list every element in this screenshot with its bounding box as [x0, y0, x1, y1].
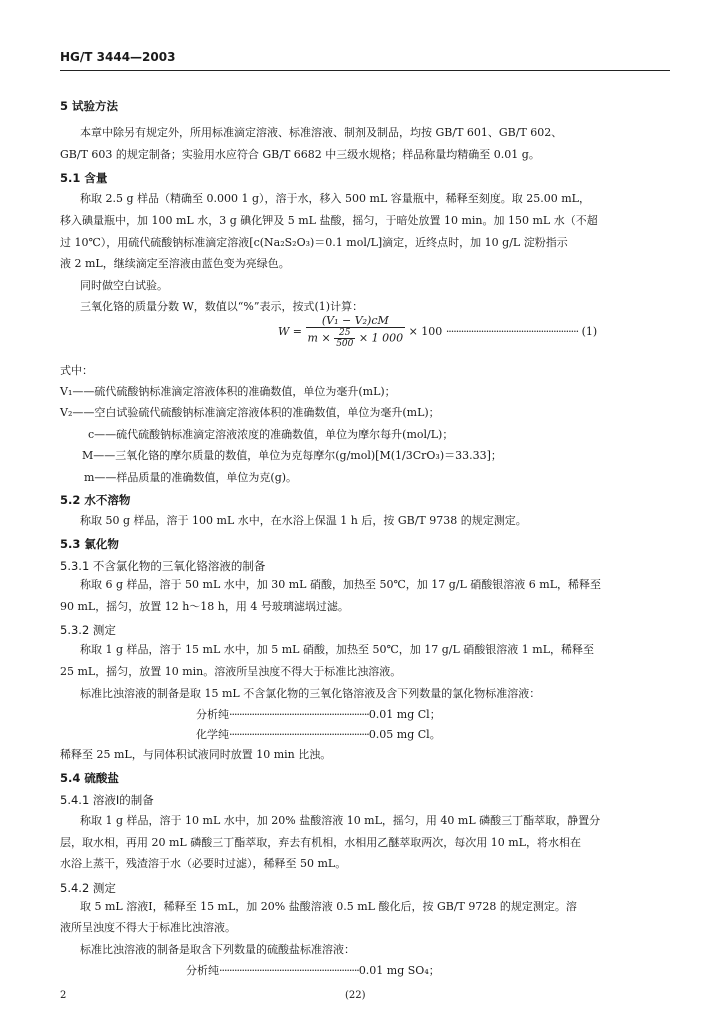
section-5-1-title: 5.1 含量 [60, 171, 108, 185]
section-5-intro-line-2: GB/T 603 的规定制备；实验用水应符合 GB/T 6682 中三级水规格；样品称量均精确至 0.01 g。 [60, 148, 540, 161]
section-5-1-para-line-1: 称取 2.5 g 样品（精确至 0.000 1 g），溶于水，移入 500 mL 容量瓶中，稀释至刻度。取 25.00 mL， [80, 192, 590, 205]
formula-1 [278, 314, 597, 349]
calc-intro: 三氧化铬的质量分数 W，数值以“%”表示，按式(1)计算： [80, 300, 364, 313]
sulfate-grade-ar [186, 962, 440, 978]
formula-den-m: m × [307, 331, 331, 345]
ratio-numerator: 25 [334, 328, 355, 339]
section-5-3-1-title: 5.3.1 不含氯化物的三氧化铬溶液的制备 [60, 559, 266, 573]
section-5-4-2-para-line-1: 取 5 mL 溶液Ⅰ，稀释至 15 mL，加 20% 盐酸溶液 0.5 mL 酸化后，按 GB/T 9728 的规定测定。溶 [80, 900, 577, 913]
chloride-grade-ar [196, 706, 441, 722]
formula-den-factor: × 1 000 [358, 331, 404, 345]
standard-code: HG/T 3444—2003 [60, 50, 176, 64]
grade-value-cp: 0.05 mg Cl。 [368, 728, 441, 741]
leader-dots: ························································ [229, 708, 369, 721]
chloride-tail: 稀释至 25 mL，与同体积试液同时放置 10 min 比浊。 [60, 748, 332, 761]
section-5-3-1-para-line-1: 称取 6 g 样品，溶于 50 mL 水中，加 30 mL 硝酸，加热至 50℃，加 17 g/L 硝酸银溶液 6 mL，稀释至 [80, 578, 602, 591]
formula-main-fraction [306, 314, 406, 349]
where-label: 式中： [60, 364, 93, 377]
section-5-4-title: 5.4 硫酸盐 [60, 771, 119, 785]
section-5-4-1-para-line-2: 层，取水相，再用 20 mL 磷酸三丁酯萃取，弃去有机相，水相用乙醚萃取两次，每次用 10 mL，将水相在 [60, 836, 581, 849]
leader-dots: ························································ [229, 728, 369, 741]
formula-equation-number: (1) [581, 325, 598, 338]
sulfate-standard-intro: 标准比浊溶液的制备是取含下列数量的硫酸盐标准溶液： [80, 943, 355, 956]
section-5-1-para-line-4: 液 2 mL，继续滴定至溶液由蓝色变为亮绿色。 [60, 257, 290, 270]
chloride-standard-intro: 标准比浊溶液的制备是取 15 mL 不含氯化物的三氧化铬溶液及含下列数量的氯化物标准溶液： [80, 687, 541, 700]
section-5-1-para-line-3: 过 10℃），用硫代硫酸钠标准滴定溶液[c(Na₂S₂O₃)＝0.1 mol/L]滴定，近终点时，加 10 g/L 淀粉指示 [60, 236, 568, 249]
symbol-M: M——三氧化铬的摩尔质量的数值，单位为克每摩尔(g/mol)[M(1/3CrO₃)＝33.33]； [82, 449, 502, 462]
ratio-denominator: 500 [336, 339, 354, 349]
section-5-2-para: 称取 50 g 样品，溶于 100 mL 水中，在水浴上保温 1 h 后，按 GB/T 9738 的规定测定。 [80, 514, 527, 527]
section-5-3-title: 5.3 氯化物 [60, 537, 119, 551]
header-rule [60, 70, 670, 71]
chloride-grade-cp [196, 726, 441, 742]
section-5-2-title: 5.2 水不溶物 [60, 493, 131, 507]
grade-label-ar: 分析纯 [186, 964, 219, 977]
section-5-4-2-title: 5.4.2 测定 [60, 881, 116, 895]
section-5-1-para-line-2: 移入碘量瓶中，加 100 mL 水，3 g 碘化钾及 5 mL 盐酸，摇匀，于暗处放置 10 min。加 150 mL 水（不超 [60, 214, 598, 227]
page-number: 2 [60, 990, 67, 1001]
section-5-intro-line-1: 本章中除另有规定外，所用标准滴定溶液、标准溶液、制剂及制品，均按 GB/T 601、GB/T 602、 [80, 126, 563, 139]
symbol-v1: V₁——硫代硫酸钠标准滴定溶液体积的准确数值，单位为毫升(mL)； [60, 385, 396, 398]
section-5-4-1-title: 5.4.1 溶液Ⅰ的制备 [60, 793, 154, 807]
formula-volume-ratio [334, 328, 355, 349]
section-5-3-2-para-line-1: 称取 1 g 样品，溶于 15 mL 水中，加 5 mL 硝酸，加热至 50℃，加 17 g/L 硝酸银溶液 1 mL，稀释至 [80, 643, 595, 656]
section-5-3-2-title: 5.3.2 测定 [60, 623, 116, 637]
grade-label-ar: 分析纯 [196, 708, 229, 721]
section-5-3-2-para-line-2: 25 mL，摇匀，放置 10 min。溶液所呈浊度不得大于标准比浊溶液。 [60, 665, 402, 678]
formula-lhs: W = [278, 325, 303, 338]
grade-value-ar: 0.01 mg SO₄； [358, 964, 440, 977]
blank-test-note: 同时做空白试验。 [80, 279, 168, 292]
grade-label-cp: 化学纯 [196, 728, 229, 741]
formula-tail: × 100 [408, 325, 443, 338]
symbol-c: c——硫代硫酸钠标准滴定溶液浓度的准确数值，单位为摩尔每升(mol/L)； [88, 428, 454, 441]
grade-value-ar: 0.01 mg Cl； [368, 708, 441, 721]
leader-dots: ························································ [219, 964, 359, 977]
section-5-4-1-para-line-3: 水浴上蒸干，残渣溶于水（必要时过滤），稀释至 50 mL。 [60, 857, 347, 870]
section-5-title: 5 试验方法 [60, 99, 119, 113]
section-5-4-1-para-line-1: 称取 1 g 样品，溶于 10 mL 水中，加 20% 盐酸溶液 10 mL，摇匀，用 40 mL 磷酸三丁酯萃取，静置分 [80, 814, 601, 827]
original-page-number: (22) [345, 990, 366, 1001]
symbol-m: m——样品质量的准确数值，单位为克(g)。 [84, 471, 298, 484]
section-5-3-1-para-line-2: 90 mL，摇匀，放置 12 h～18 h，用 4 号玻璃滤埚过滤。 [60, 600, 349, 613]
formula-numerator: (V₁ − V₂)cM [306, 314, 406, 328]
section-5-4-2-para-line-2: 液所呈浊度不得大于标准比浊溶液。 [60, 921, 236, 934]
formula-denominator [306, 328, 406, 349]
formula-dots: ····················································· [445, 325, 579, 338]
symbol-v2: V₂——空白试验硫代硫酸钠标准滴定溶液体积的准确数值，单位为毫升(mL)； [60, 406, 440, 419]
